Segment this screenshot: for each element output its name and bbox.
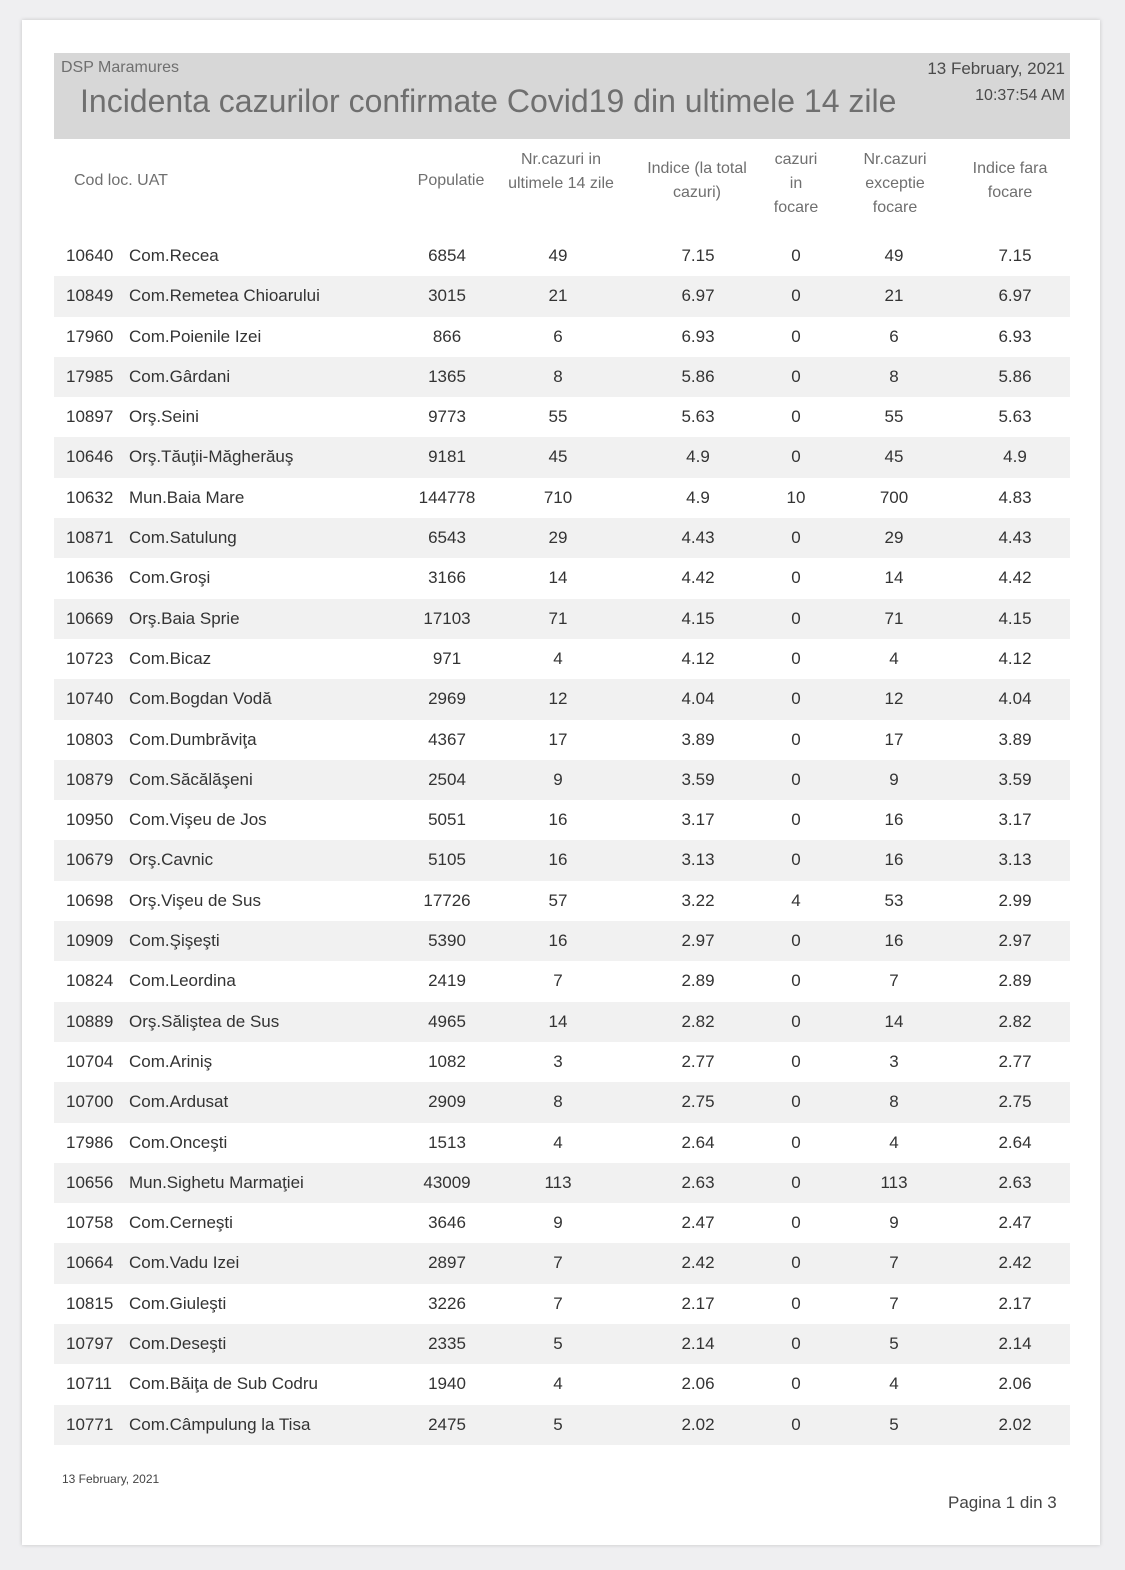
- cell-uat: Com.Bogdan Vodă: [129, 689, 272, 709]
- column-header-nr-cazuri: Nr.cazuri in ultimele 14 zile: [508, 151, 614, 192]
- table-row: [54, 639, 1070, 679]
- cell-nr-cazuri: 6: [553, 326, 563, 346]
- cell-populatie: 1513: [428, 1132, 466, 1152]
- cell-nr-exceptie: 4: [889, 1132, 899, 1152]
- cell-uat: Orş.Baia Sprie: [129, 608, 240, 628]
- cell-indice: 4.42: [681, 568, 715, 588]
- cell-nr-cazuri: 17: [548, 729, 568, 749]
- cell-indice-fara: 4.04: [998, 689, 1032, 709]
- cell-cod: 10669: [66, 608, 114, 628]
- cell-indice: 7.15: [681, 246, 715, 265]
- cell-cazuri-focare: 0: [791, 326, 801, 346]
- cell-nr-cazuri: 9: [553, 1213, 563, 1233]
- cell-nr-exceptie: 14: [884, 1011, 904, 1031]
- cell-cod: 10723: [66, 648, 114, 668]
- cell-indice: 6.97: [681, 286, 715, 306]
- cell-indice: 2.17: [681, 1293, 715, 1313]
- table-row: [54, 1364, 1070, 1404]
- page-number: Pagina 1 din 3: [948, 1493, 1057, 1512]
- table-row: [54, 800, 1070, 840]
- cell-populatie: 43009: [423, 1172, 471, 1192]
- cell-cazuri-focare: 0: [791, 931, 801, 951]
- cell-indice-fara: 2.64: [998, 1132, 1032, 1152]
- cell-uat: Com.Dumbrăviţa: [129, 729, 257, 749]
- cell-nr-exceptie: 8: [889, 1092, 899, 1112]
- cell-uat: Com.Deseşti: [129, 1334, 227, 1354]
- table-row: [54, 1405, 1070, 1445]
- cell-cod: 10636: [66, 568, 114, 588]
- cell-cod: 10704: [66, 1051, 114, 1071]
- cell-indice: 2.63: [681, 1172, 715, 1192]
- cell-cazuri-focare: 0: [791, 447, 801, 467]
- cell-uat: Orş.Săliştea de Sus: [129, 1011, 280, 1031]
- cell-cod: 10897: [66, 407, 114, 427]
- cell-indice: 2.47: [681, 1213, 715, 1233]
- cell-cazuri-focare: 0: [791, 1334, 801, 1354]
- cell-indice-fara: 4.9: [1003, 447, 1027, 467]
- cell-populatie: 2504: [428, 769, 466, 789]
- cell-nr-cazuri: 29: [548, 528, 568, 548]
- cell-nr-cazuri: 7: [553, 1293, 563, 1313]
- cell-indice-fara: 2.99: [998, 890, 1032, 910]
- cell-cazuri-focare: 0: [791, 366, 801, 386]
- cell-populatie: 2897: [428, 1253, 466, 1273]
- cell-nr-cazuri: 21: [548, 286, 568, 306]
- cell-indice: 2.89: [681, 971, 715, 991]
- cell-uat: Orş.Seini: [129, 407, 199, 427]
- cell-cod: 17960: [66, 326, 114, 346]
- cell-indice: 5.63: [681, 407, 715, 427]
- cell-populatie: 4367: [428, 729, 466, 749]
- table-row: [54, 760, 1070, 800]
- cell-nr-exceptie: 16: [884, 850, 904, 870]
- cell-populatie: 6543: [428, 528, 466, 548]
- cell-cod: 10632: [66, 487, 114, 507]
- cell-cazuri-focare: 0: [791, 407, 801, 427]
- cell-cazuri-focare: 0: [791, 1213, 801, 1233]
- cell-cazuri-focare: 0: [791, 1051, 801, 1071]
- cell-populatie: 5051: [428, 810, 466, 830]
- cell-populatie: 17726: [423, 890, 471, 910]
- cell-indice: 2.06: [681, 1374, 715, 1394]
- cell-indice-fara: 4.83: [998, 487, 1032, 507]
- cell-cazuri-focare: 0: [791, 528, 801, 548]
- cell-nr-exceptie: 53: [884, 890, 904, 910]
- cell-uat: Com.Satulung: [129, 528, 237, 548]
- cell-cazuri-focare: 0: [791, 568, 801, 588]
- cell-cazuri-focare: 0: [791, 769, 801, 789]
- cell-indice-fara: 4.42: [998, 568, 1032, 588]
- cell-indice: 2.97: [681, 931, 715, 951]
- cell-nr-exceptie: 7: [889, 971, 899, 991]
- table-row: [54, 599, 1070, 639]
- cell-cod: 10889: [66, 1011, 114, 1031]
- cell-cod: 10679: [66, 850, 114, 870]
- cell-cazuri-focare: 0: [791, 246, 801, 265]
- cell-uat: Com.Ariniş: [129, 1051, 213, 1071]
- cell-uat: Mun.Baia Mare: [129, 487, 245, 507]
- cell-uat: Com.Giuleşti: [129, 1293, 227, 1313]
- cell-nr-cazuri: 14: [548, 1011, 568, 1031]
- table-row: [54, 720, 1070, 760]
- cell-cazuri-focare: 0: [791, 1374, 801, 1394]
- cell-uat: Com.Vadu Izei: [129, 1253, 240, 1273]
- cell-cazuri-focare: 0: [791, 1414, 801, 1434]
- table-row: [54, 1243, 1070, 1283]
- cell-nr-exceptie: 7: [889, 1253, 899, 1273]
- cell-indice: 4.12: [681, 648, 715, 668]
- column-header-indice: Indice (la total cazuri): [647, 160, 747, 201]
- cell-cazuri-focare: 0: [791, 850, 801, 870]
- cell-populatie: 3166: [428, 568, 466, 588]
- cell-cod: 10771: [66, 1414, 114, 1434]
- cell-indice-fara: 2.77: [998, 1051, 1032, 1071]
- cell-nr-cazuri: 5: [553, 1334, 563, 1354]
- table-row: [54, 357, 1070, 397]
- cell-cod: 10656: [66, 1172, 114, 1192]
- cell-uat: Mun.Sighetu Marmaţiei: [129, 1172, 304, 1192]
- cell-cazuri-focare: 0: [791, 1132, 801, 1152]
- cell-cod: 10909: [66, 931, 114, 951]
- cell-nr-exceptie: 71: [884, 608, 904, 628]
- cell-nr-cazuri: 4: [553, 648, 563, 668]
- cell-nr-exceptie: 12: [884, 689, 904, 709]
- cell-indice-fara: 2.02: [998, 1414, 1032, 1434]
- cell-cazuri-focare: 0: [791, 1293, 801, 1313]
- cell-nr-exceptie: 16: [884, 810, 904, 830]
- table-row: [54, 679, 1070, 719]
- cell-cod: 10824: [66, 971, 114, 991]
- cell-nr-exceptie: 17: [884, 729, 904, 749]
- cell-indice-fara: 5.86: [998, 366, 1032, 386]
- cell-populatie: 5105: [428, 850, 466, 870]
- cell-nr-exceptie: 5: [889, 1414, 899, 1434]
- cell-cod: 10950: [66, 810, 114, 830]
- cell-cazuri-focare: 0: [791, 1011, 801, 1031]
- cell-cazuri-focare: 0: [791, 1253, 801, 1273]
- cell-cazuri-focare: 0: [791, 286, 801, 306]
- cell-indice-fara: 3.89: [998, 729, 1032, 749]
- cell-indice-fara: 2.47: [998, 1213, 1032, 1233]
- cell-uat: Com.Ardusat: [129, 1092, 229, 1112]
- table-row: [54, 478, 1070, 518]
- cell-indice-fara: 2.42: [998, 1253, 1032, 1273]
- cell-populatie: 9773: [428, 407, 466, 427]
- table-row: [54, 1042, 1070, 1082]
- cell-nr-cazuri: 16: [548, 931, 568, 951]
- cell-indice: 3.13: [681, 850, 715, 870]
- cell-indice-fara: 6.97: [998, 286, 1032, 306]
- column-header-cod-uat: Cod loc. UAT: [74, 172, 168, 189]
- cell-indice: 2.14: [681, 1334, 715, 1354]
- cell-cod: 10815: [66, 1293, 114, 1313]
- cell-populatie: 5390: [428, 931, 466, 951]
- cell-populatie: 2335: [428, 1334, 466, 1354]
- cell-cazuri-focare: 4: [791, 890, 801, 910]
- cell-cazuri-focare: 0: [791, 810, 801, 830]
- cell-nr-cazuri: 16: [548, 850, 568, 870]
- cell-cod: 10803: [66, 729, 114, 749]
- cell-populatie: 2419: [428, 971, 466, 991]
- cell-cazuri-focare: 10: [786, 487, 806, 507]
- cell-nr-exceptie: 16: [884, 931, 904, 951]
- cell-nr-exceptie: 55: [884, 407, 904, 427]
- cell-indice: 3.17: [681, 810, 715, 830]
- table-row: [54, 236, 1070, 276]
- cell-nr-exceptie: 21: [884, 286, 904, 306]
- cell-populatie: 2475: [428, 1414, 466, 1434]
- cell-cazuri-focare: 0: [791, 971, 801, 991]
- cell-nr-exceptie: 113: [880, 1172, 908, 1192]
- incidence-table: [54, 236, 1070, 1445]
- report-page: [22, 20, 1100, 1545]
- table-row: [54, 921, 1070, 961]
- cell-populatie: 2969: [428, 689, 466, 709]
- table-row: [54, 881, 1070, 921]
- cell-nr-cazuri: 7: [553, 971, 563, 991]
- cell-uat: Orş.Cavnic: [129, 850, 214, 870]
- cell-nr-cazuri: 710: [543, 487, 573, 507]
- cell-populatie: 1365: [428, 366, 466, 386]
- cell-uat: Com.Gârdani: [129, 366, 231, 386]
- cell-nr-exceptie: 4: [889, 648, 899, 668]
- cell-populatie: 1082: [428, 1051, 466, 1071]
- cell-indice-fara: 2.06: [998, 1374, 1032, 1394]
- cell-populatie: 1940: [428, 1374, 466, 1394]
- cell-indice: 4.9: [686, 487, 710, 507]
- cell-cod: 10740: [66, 689, 114, 709]
- cell-populatie: 9181: [428, 447, 466, 467]
- cell-uat: Com.Săcălăşeni: [129, 769, 253, 789]
- cell-indice: 5.86: [681, 366, 715, 386]
- cell-populatie: 6854: [428, 246, 466, 265]
- cell-nr-exceptie: 14: [884, 568, 904, 588]
- report-time: 10:37:54 AM: [975, 87, 1065, 104]
- cell-indice-fara: 2.63: [998, 1172, 1032, 1192]
- cell-nr-cazuri: 45: [548, 447, 568, 467]
- cell-uat: Com.Groşi: [129, 568, 211, 588]
- cell-uat: Com.Câmpulung la Tisa: [129, 1414, 311, 1434]
- cell-populatie: 971: [432, 648, 462, 668]
- cell-nr-cazuri: 16: [548, 810, 568, 830]
- cell-nr-cazuri: 8: [553, 366, 563, 386]
- cell-nr-cazuri: 14: [548, 568, 568, 588]
- table-row: [54, 276, 1070, 316]
- cell-nr-exceptie: 700: [879, 487, 909, 507]
- cell-nr-cazuri: 3: [553, 1051, 563, 1071]
- cell-cazuri-focare: 0: [791, 608, 801, 628]
- cell-nr-cazuri: 5: [553, 1414, 563, 1434]
- cell-nr-cazuri: 57: [548, 890, 568, 910]
- cell-indice-fara: 3.13: [998, 850, 1032, 870]
- cell-cod: 10797: [66, 1334, 114, 1354]
- organization-name: DSP Maramures: [61, 59, 179, 76]
- cell-cazuri-focare: 0: [791, 1092, 801, 1112]
- cell-indice: 6.93: [681, 326, 715, 346]
- cell-uat: Com.Poienile Izei: [129, 326, 262, 346]
- cell-cod: 10711: [66, 1374, 113, 1394]
- cell-indice-fara: 2.89: [998, 971, 1032, 991]
- table-row: [54, 1203, 1070, 1243]
- table-row: [54, 1123, 1070, 1163]
- cell-nr-cazuri: 8: [553, 1092, 563, 1112]
- cell-populatie: 866: [432, 326, 462, 346]
- cell-indice: 2.02: [681, 1414, 715, 1434]
- cell-cod: 10700: [66, 1092, 114, 1112]
- column-header-indice-fara: Indice fara focare: [972, 160, 1048, 201]
- cell-uat: Com.Leordina: [129, 971, 236, 991]
- cell-indice-fara: 2.82: [998, 1011, 1032, 1031]
- cell-nr-exceptie: 9: [889, 1213, 899, 1233]
- cell-indice: 4.9: [686, 447, 710, 467]
- cell-nr-exceptie: 3: [889, 1051, 899, 1071]
- table-row: [54, 1324, 1070, 1364]
- cell-uat: Com.Bicaz: [129, 648, 212, 668]
- cell-indice: 3.59: [681, 769, 715, 789]
- table-row: [54, 961, 1070, 1001]
- table-row: [54, 518, 1070, 558]
- cell-uat: Com.Cerneşti: [129, 1213, 233, 1233]
- column-header-populatie: Populatie: [417, 172, 485, 189]
- cell-populatie: 3646: [428, 1213, 466, 1233]
- cell-indice: 2.82: [681, 1011, 715, 1031]
- cell-populatie: 17103: [423, 608, 471, 628]
- cell-indice: 2.75: [681, 1092, 715, 1112]
- cell-nr-exceptie: 45: [884, 447, 904, 467]
- cell-cazuri-focare: 0: [791, 689, 801, 709]
- cell-nr-cazuri: 4: [553, 1132, 563, 1152]
- cell-indice-fara: 4.43: [998, 528, 1032, 548]
- cell-nr-exceptie: 7: [889, 1293, 899, 1313]
- cell-nr-cazuri: 55: [548, 407, 568, 427]
- cell-cazuri-focare: 0: [791, 729, 801, 749]
- cell-indice-fara: 3.17: [998, 810, 1032, 830]
- cell-indice-fara: 4.15: [998, 608, 1032, 628]
- cell-indice: 2.77: [681, 1051, 715, 1071]
- cell-cod: 10879: [66, 769, 114, 789]
- cell-cod: 17986: [66, 1132, 114, 1152]
- cell-nr-exceptie: 49: [884, 246, 904, 265]
- cell-indice: 4.15: [681, 608, 715, 628]
- cell-indice-fara: 3.59: [998, 769, 1032, 789]
- table-row: [54, 1284, 1070, 1324]
- cell-populatie: 4965: [428, 1011, 466, 1031]
- table-row: [54, 1002, 1070, 1042]
- cell-populatie: 3015: [428, 286, 466, 306]
- cell-indice-fara: 4.12: [998, 648, 1032, 668]
- cell-nr-exceptie: 6: [889, 326, 899, 346]
- report-date: 13 February, 2021: [927, 59, 1065, 78]
- table-row: [54, 840, 1070, 880]
- column-header-cazuri-focare: cazuri in focare: [773, 151, 819, 216]
- cell-cazuri-focare: 0: [791, 1172, 801, 1192]
- cell-populatie: 144778: [418, 487, 476, 507]
- table-row: [54, 397, 1070, 437]
- cell-nr-exceptie: 4: [889, 1374, 899, 1394]
- cell-indice: 4.43: [681, 528, 715, 548]
- cell-cazuri-focare: 0: [791, 648, 801, 668]
- report-title: Incidenta cazurilor confirmate Covid19 din ultimele 14 zile: [80, 83, 897, 119]
- cell-indice-fara: 2.17: [998, 1293, 1032, 1313]
- cell-uat: Orş.Tăuţii-Măgherăuş: [129, 447, 294, 467]
- report-title-bar: [54, 53, 1070, 139]
- cell-nr-exceptie: 9: [889, 769, 899, 789]
- cell-cod: 10664: [66, 1253, 114, 1273]
- cell-populatie: 2909: [428, 1092, 466, 1112]
- cell-indice: 3.89: [681, 729, 715, 749]
- cell-indice-fara: 2.14: [998, 1334, 1032, 1354]
- table-row: [54, 317, 1070, 357]
- cell-nr-cazuri: 9: [553, 769, 563, 789]
- cell-indice: 3.22: [681, 890, 715, 910]
- cell-nr-cazuri: 71: [548, 608, 568, 628]
- column-header-nr-exceptie: Nr.cazuri exceptie focare: [863, 151, 927, 216]
- cell-uat: Com.Băiţa de Sub Codru: [129, 1374, 318, 1394]
- cell-cod: 10646: [66, 447, 114, 467]
- cell-nr-cazuri: 4: [553, 1374, 563, 1394]
- cell-indice: 4.04: [681, 689, 715, 709]
- cell-indice-fara: 2.75: [998, 1092, 1032, 1112]
- cell-uat: Orş.Vişeu de Sus: [129, 890, 261, 910]
- table-row: [54, 437, 1070, 477]
- cell-indice-fara: 6.93: [998, 326, 1032, 346]
- table-row: [54, 1163, 1070, 1203]
- table-row: [54, 1082, 1070, 1122]
- footer-date: 13 February, 2021: [62, 1472, 160, 1486]
- cell-populatie: 3226: [428, 1293, 466, 1313]
- table-row: [54, 558, 1070, 598]
- cell-cod: 10640: [66, 246, 114, 265]
- cell-uat: Com.Recea: [129, 246, 219, 265]
- cell-uat: Com.Onceşti: [129, 1132, 228, 1152]
- cell-indice-fara: 5.63: [998, 407, 1032, 427]
- cell-indice: 2.42: [681, 1253, 715, 1273]
- cell-nr-exceptie: 5: [889, 1334, 899, 1354]
- cell-cod: 10758: [66, 1213, 114, 1233]
- cell-indice: 2.64: [681, 1132, 715, 1152]
- cell-nr-cazuri: 113: [544, 1172, 572, 1192]
- cell-indice-fara: 2.97: [998, 931, 1032, 951]
- cell-uat: Com.Remetea Chioarului: [129, 286, 320, 306]
- cell-cod: 10849: [66, 286, 114, 306]
- cell-nr-cazuri: 12: [548, 689, 568, 709]
- cell-cod: 17985: [66, 366, 114, 386]
- cell-uat: Com.Vişeu de Jos: [129, 810, 267, 830]
- cell-nr-cazuri: 49: [548, 246, 568, 265]
- cell-nr-exceptie: 29: [884, 528, 904, 548]
- cell-nr-exceptie: 8: [889, 366, 899, 386]
- cell-nr-cazuri: 7: [553, 1253, 563, 1273]
- cell-indice-fara: 7.15: [998, 246, 1032, 265]
- cell-cod: 10871: [66, 528, 114, 548]
- cell-uat: Com.Şişeşti: [129, 931, 220, 951]
- cell-cod: 10698: [66, 890, 114, 910]
